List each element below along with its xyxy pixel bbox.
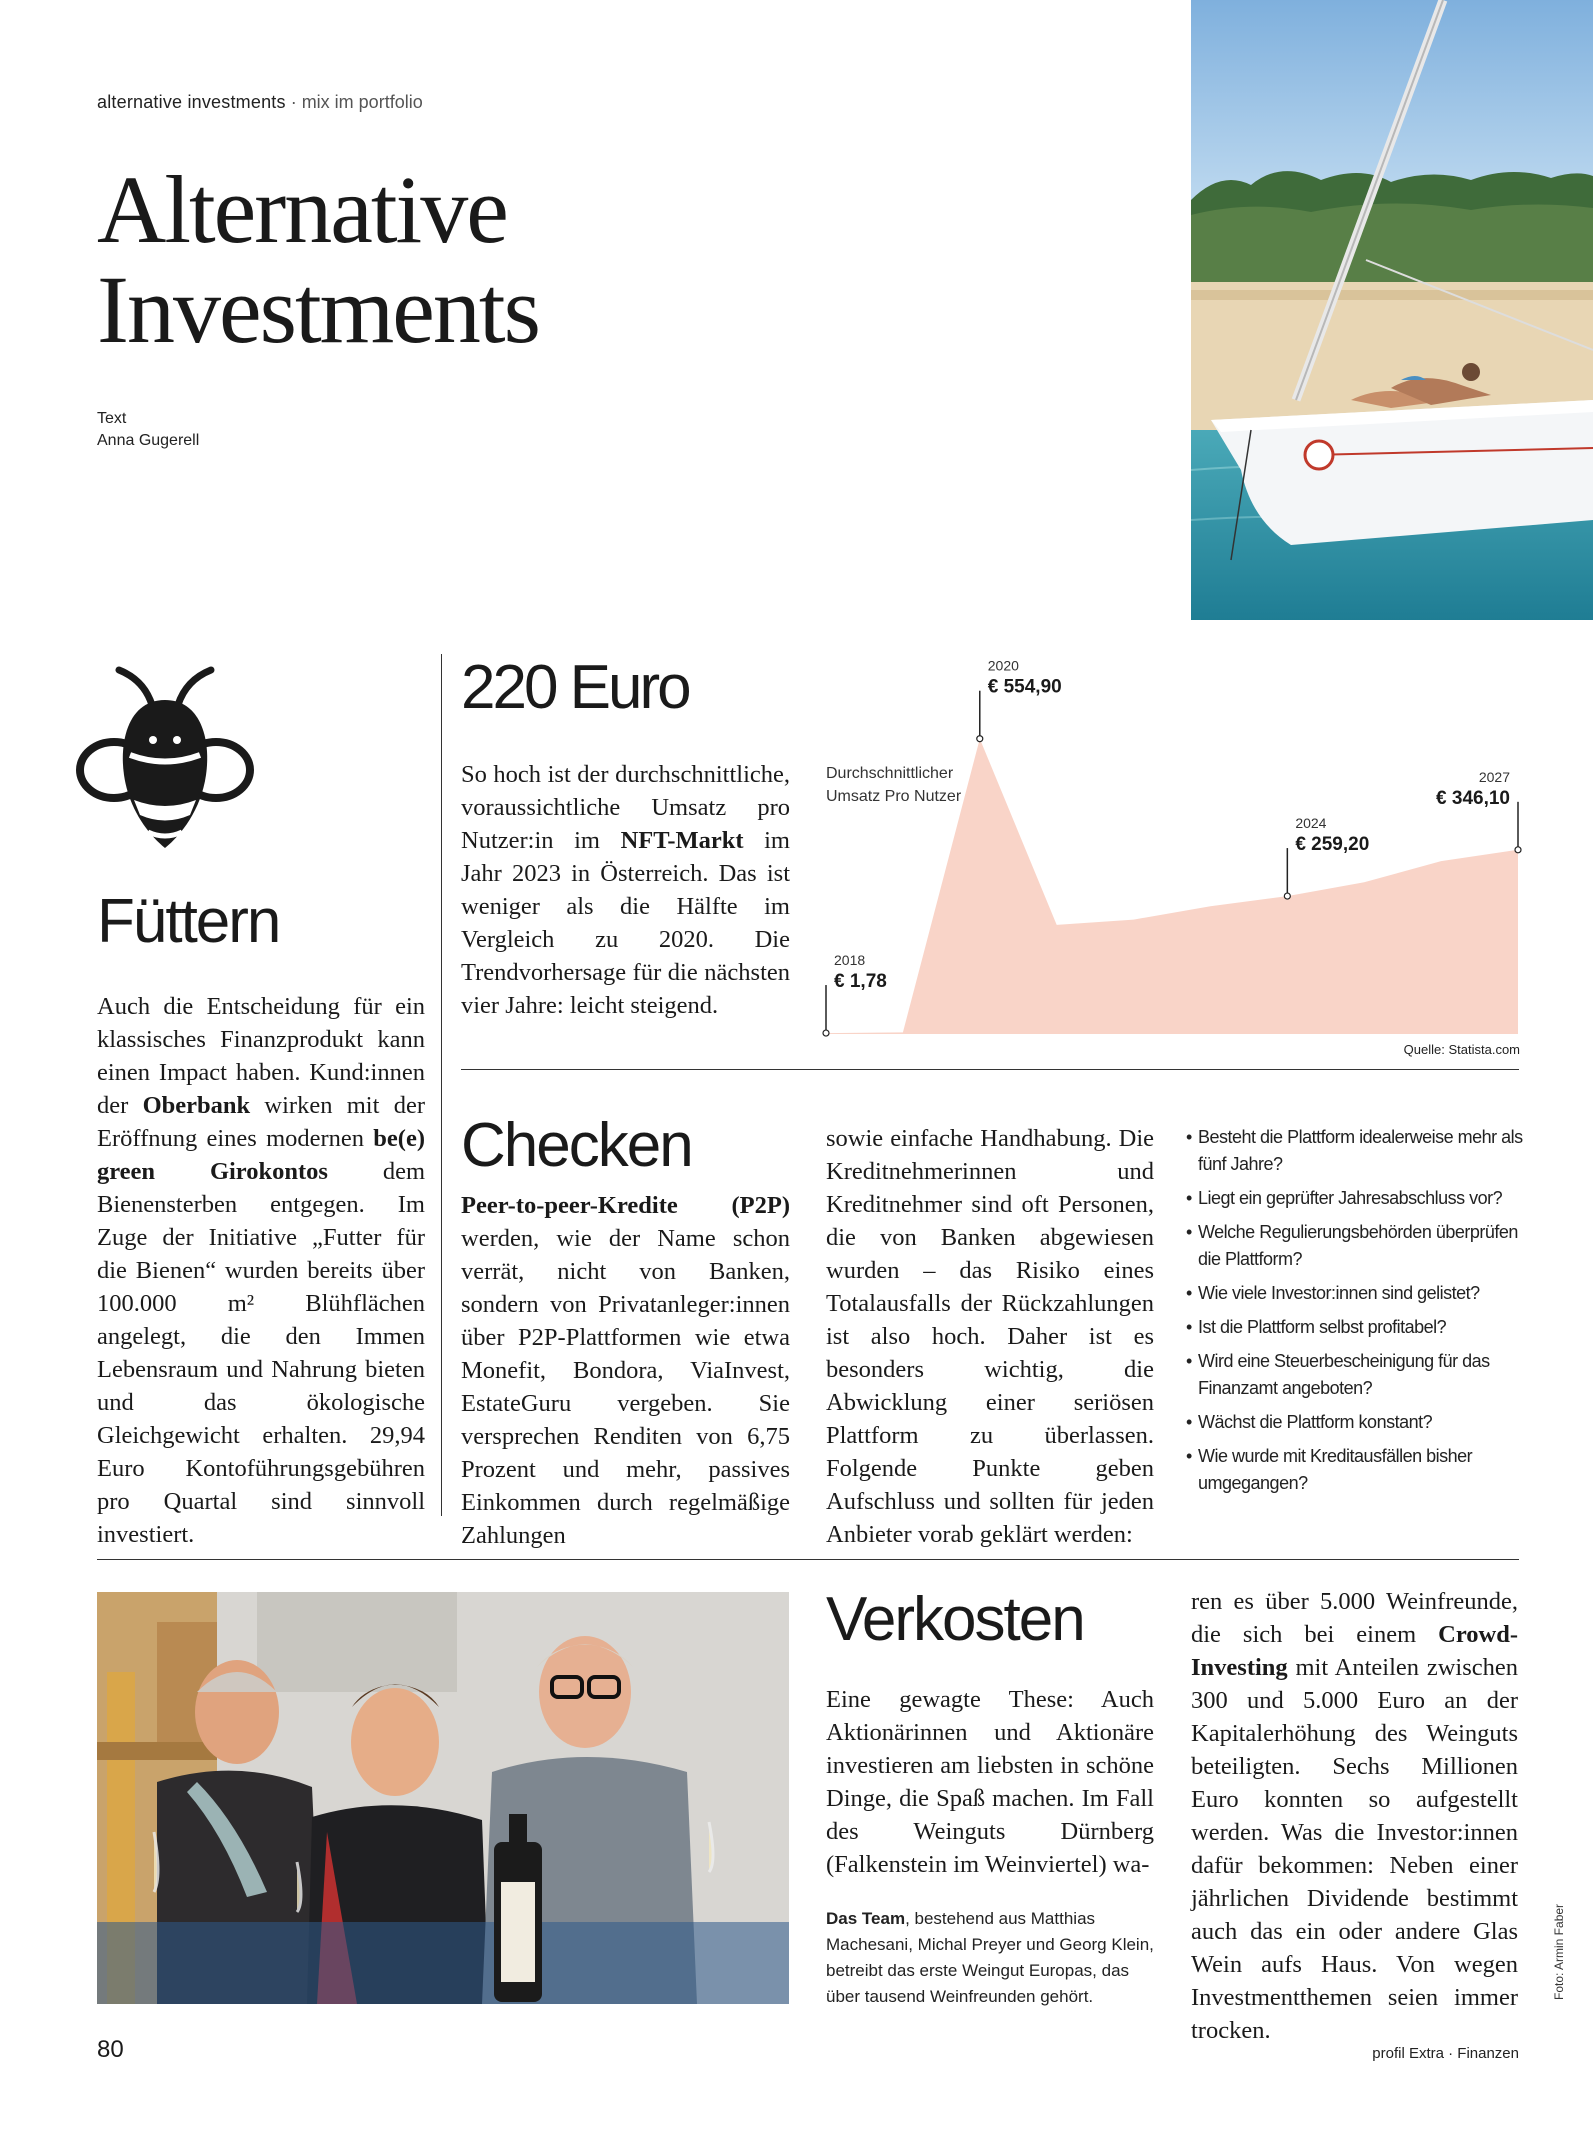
chart-point <box>1515 847 1521 853</box>
checklist-item: • Ist die Plattform selbst profitabel? <box>1186 1314 1526 1341</box>
fuettern-text-2: wirken mit der Eröffnung eines modernen <box>97 1092 425 1152</box>
checklist-item: • Wird eine Steuerbescheinigung für das Finanzamt angeboten? <box>1186 1348 1526 1402</box>
breadcrumb-separator: · <box>285 92 302 112</box>
fuettern-text-3: dem Bienensterben entgegen. Im Zuge der Initiative „Futter für die Bienen“ wurden bereits über 100.000 m² Blühflächen angelegt, die den Immen Lebensraum und Nahrung bieten und das ökologische Gleichgewicht erhalten. 29,94 Euro Kontoführungsgebühren pro Quartal sind sinnvoll investiert. <box>97 1158 426 1548</box>
stat-body <box>461 758 790 1022</box>
nft-revenue-chart <box>818 650 1528 1090</box>
team-caption <box>826 1906 1156 2010</box>
team-photo <box>97 1592 789 2004</box>
column-divider <box>441 654 442 1516</box>
footer-label: profil Extra · Finanzen <box>1372 2045 1519 2062</box>
verkosten-text-b: mit Anteilen zwischen 300 und 5.000 Euro an der Kapitalerhöhung des Weinguts beteiligten. Sechs Millionen Euro konnten so aufgestellt werden. Was die Investor:innen dafür bekommen: Neben einer jährlichen Dividende bestimmt auch das ein oder andere Glas Wein aufs Haus. Von wegen Investmentthemen seien immer trocken. <box>1191 1654 1518 2044</box>
chart-point <box>1284 893 1290 899</box>
stat-value: 220 Euro <box>461 653 689 722</box>
stat-text-1: So hoch ist der durchschnittliche, voraussichtliche Umsatz pro Nutzer:in im <box>461 761 790 854</box>
byline-label: Text <box>97 410 127 427</box>
verkosten-heading: Verkosten <box>826 1585 1084 1654</box>
chart-annotation-value: € 259,20 <box>1295 834 1370 856</box>
verkosten-text-a: ren es über 5.000 Weinfreunde, die sich bei einem <box>1191 1588 1518 1648</box>
breadcrumb-section: alternative investments <box>97 92 286 112</box>
chart-annotation-year: 2027 <box>1478 768 1510 785</box>
checklist-item: • Welche Regulierungsbehörden überprüfen die Plattform? <box>1186 1219 1526 1273</box>
chart-annotation-value: € 346,10 <box>1436 787 1510 809</box>
page-title <box>97 156 539 363</box>
verkosten-term: Crowd-Investing <box>1191 1621 1518 1681</box>
bee-icon <box>74 660 256 855</box>
page-title-line-1: Alternative <box>97 156 507 263</box>
team-caption-text: , bestehend aus Matthias Machesani, Michal Preyer und Georg Klein, betreibt das erste Weingut Europas, das über tausend Weinfreunden gehört. <box>826 1909 1154 2006</box>
checklist-item: • Besteht die Plattform idealerweise mehr als fünf Jahre? <box>1186 1124 1526 1178</box>
chart-point <box>977 736 983 742</box>
fuettern-heading: Füttern <box>97 887 280 956</box>
chart-source: Quelle: Statista.com <box>1403 1042 1520 1057</box>
chart-annotation-value: € 1,78 <box>834 971 887 993</box>
fuettern-text-1: Auch die Entscheidung für ein klassisches Finanzprodukt kann einen Impact haben. Kund:innen der <box>97 993 425 1119</box>
checken-body-col-1 <box>461 1189 790 1552</box>
breadcrumb <box>97 92 423 113</box>
checklist-item: • Wächst die Plattform konstant? <box>1186 1409 1526 1436</box>
chart-area <box>826 739 1518 1034</box>
fuettern-bank-name: Oberbank <box>142 1092 251 1119</box>
verkosten-body-col-1: Eine gewagte These: Auch Aktionärinnen und Aktionäre investieren am liebsten in schöne Dinge, die Spaß machen. Im Fall des Weinguts Dürnberg (Falkenstein im Weinviertel) wa- <box>826 1686 1154 1878</box>
page-title-line-2: Investments <box>97 256 539 363</box>
checken-text-1: werden, wie der Name schon verrät, nicht von Banken, sondern von Privatanleger:innen über P2P-Plattformen wie etwa Monefit, Bondora, ViaInvest, EstateGuru vergeben. Sie versprechen Renditen von 6,75 Prozent und mehr, passives Einkommen durch regelmäßige Zahlungen <box>461 1225 790 1549</box>
checklist-item: • Wie viele Investor:innen sind gelistet? <box>1186 1280 1526 1307</box>
chart-series-label-line-1: Durchschnittlicher <box>826 765 954 782</box>
chart-series-label-line-2: Umsatz Pro Nutzer <box>826 788 962 805</box>
checklist <box>1186 1124 1526 1504</box>
checken-heading: Checken <box>461 1111 692 1180</box>
chart-annotation-year: 2024 <box>1295 815 1327 832</box>
chart-annotation-value: € 554,90 <box>987 676 1062 698</box>
checklist-item: • Liegt ein geprüfter Jahresabschluss vor? <box>1186 1185 1526 1212</box>
stat-text-2: im Jahr 2023 in Österreich. Das ist weniger als die Hälfte im Vergleich zu 2020. Die Trendvorhersage für die nächsten vier Jahre: leicht steigend. <box>461 827 790 1019</box>
stat-market-name: NFT-Markt <box>620 827 744 854</box>
byline-author: Anna Gugerell <box>97 432 200 449</box>
chart-annotation-year: 2020 <box>987 657 1019 674</box>
checken-body-col-2: sowie einfache Handhabung. Die Kreditnehmerinnen und Kreditnehmer sind oft Personen, die von Banken abgewiesen wurden – das Risiko eines Totalausfalls der Rückzahlungen ist also hoch. Daher ist es besonders wichtig, die Abwicklung einer seriösen Plattform zu überlassen. Folgende Punkte geben Aufschluss und sollten für jeden Anbieter vorab geklärt werden: <box>826 1125 1154 1548</box>
fuettern-body <box>97 990 425 1551</box>
section-divider-bottom <box>97 1559 1519 1560</box>
page-number: 80 <box>97 2036 124 2063</box>
checken-term-abbr: (P2P) <box>731 1192 790 1219</box>
sailboat-photo <box>1191 0 1593 620</box>
team-caption-bold: Das Team <box>826 1909 906 1928</box>
photo-credit: Foto: Armin Faber <box>1552 1903 1566 2000</box>
checklist-item: • Wie wurde mit Kreditausfällen bisher umgegangen? <box>1186 1443 1526 1497</box>
checken-term: Peer-to-peer-Kredite <box>461 1192 678 1219</box>
breadcrumb-subsection: mix im portfolio <box>301 92 423 112</box>
chart-point <box>823 1030 829 1036</box>
fuettern-product-name: be(e) green Girokontos <box>97 1125 425 1185</box>
byline <box>97 408 199 452</box>
verkosten-body-col-2 <box>1191 1585 1518 2047</box>
chart-annotation-year: 2018 <box>834 952 866 969</box>
